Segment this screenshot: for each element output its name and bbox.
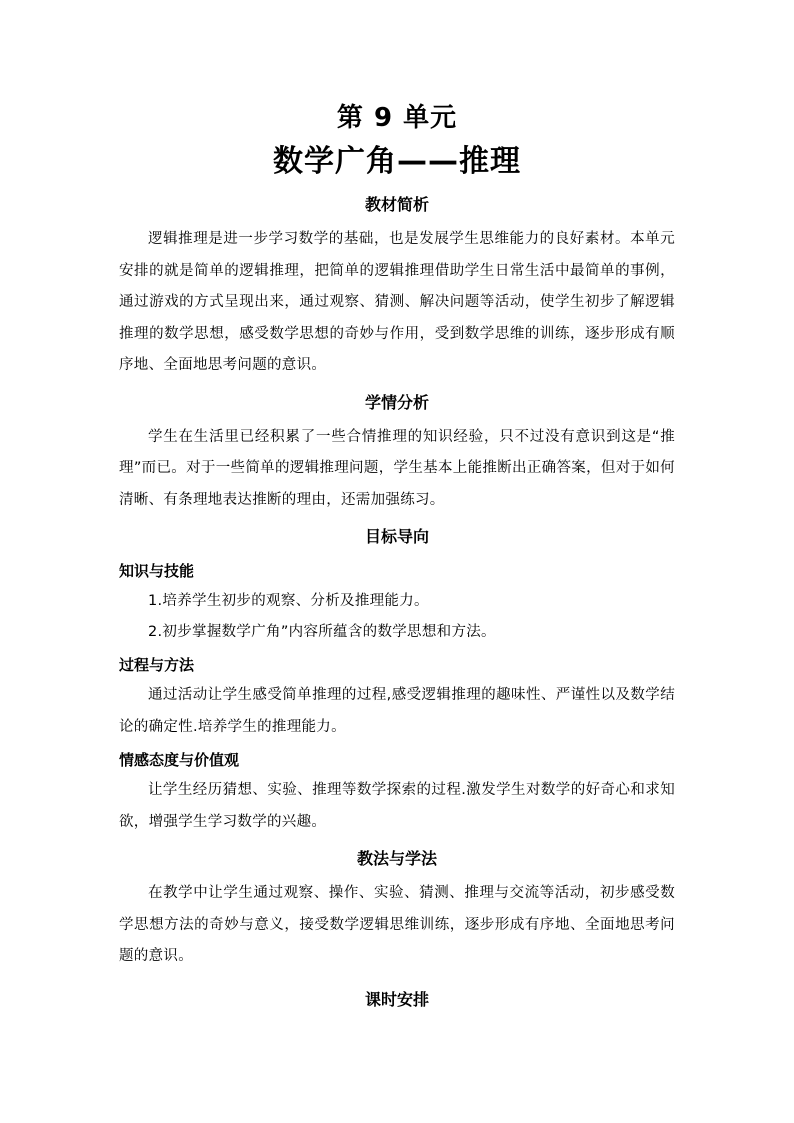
paragraph-methods: 在教学中让学生通过观察、操作、实验、猜测、推理与交流等活动，初步感受数学思想方法的奇妙与意义，接受数学逻辑思维训练，逐步形成有序地、全面地思考问题的意识。 — [119, 885, 675, 964]
heading-schedule: 课时安排 — [364, 989, 429, 1009]
paragraph-process-methods: 通过活动让学生感受简单推理的过程,感受逻辑推理的趣味性、严谨性以及数学结论的确定性.培养学生的推理能力。 — [119, 687, 675, 735]
paragraph-attitude-values: 让学生经历猜想、实验、推理等数学探索的过程.激发学生对数学的好奇心和求知欲，增强学生学习数学的兴趣。 — [119, 782, 675, 830]
list-item-knowledge-1: 1.培养学生初步的观察、分析及推理能力。 — [148, 593, 429, 609]
list-item-knowledge-2: 2.初步掌握数学广角”内容所蕴含的数学思想和方法。 — [148, 624, 496, 640]
document-content — [119, 96, 675, 1019]
subheading-knowledge-skills: 知识与技能 — [119, 562, 195, 580]
subheading-process-methods: 过程与方法 — [119, 656, 195, 674]
heading-goals: 目标导向 — [364, 527, 429, 546]
heading-student-analysis: 学情分析 — [364, 392, 429, 412]
paragraph-student-analysis: 学生在生活里已经积累了一些合情推理的知识经验，只不过没有意识到这是“推理”而已。对于一些简单的逻辑推理问题，学生基本上能推断出正确答案，但对于如何清晰、有条理地表达推断的理由，还需加强练习。 — [119, 428, 675, 508]
unit-subtitle: 数学广角——推理 — [273, 144, 521, 179]
paragraph-textbook-analysis: 逻辑推理是进一步学习数学的基础，也是发展学生思维能力的良好素材。本单元安排的就是简单的逻辑推理，把简单的逻辑推理借助学生日常生活中最简单的事例，通过游戏的方式呈现出来，通过观察、猜测、解决问题等活动，使学生初步了解逻辑推理的数学思想，感受数学思想的奇妙与作用，受到数学思维的训练，逐步形成有顺序地、全面地思考问题的意识。 — [119, 231, 675, 373]
subheading-attitude-values: 情感态度与价值观 — [119, 751, 240, 769]
heading-textbook-analysis: 教材简析 — [364, 195, 429, 214]
heading-methods: 教法与学法 — [356, 849, 437, 868]
unit-title: 第 9 单元 — [336, 103, 458, 133]
